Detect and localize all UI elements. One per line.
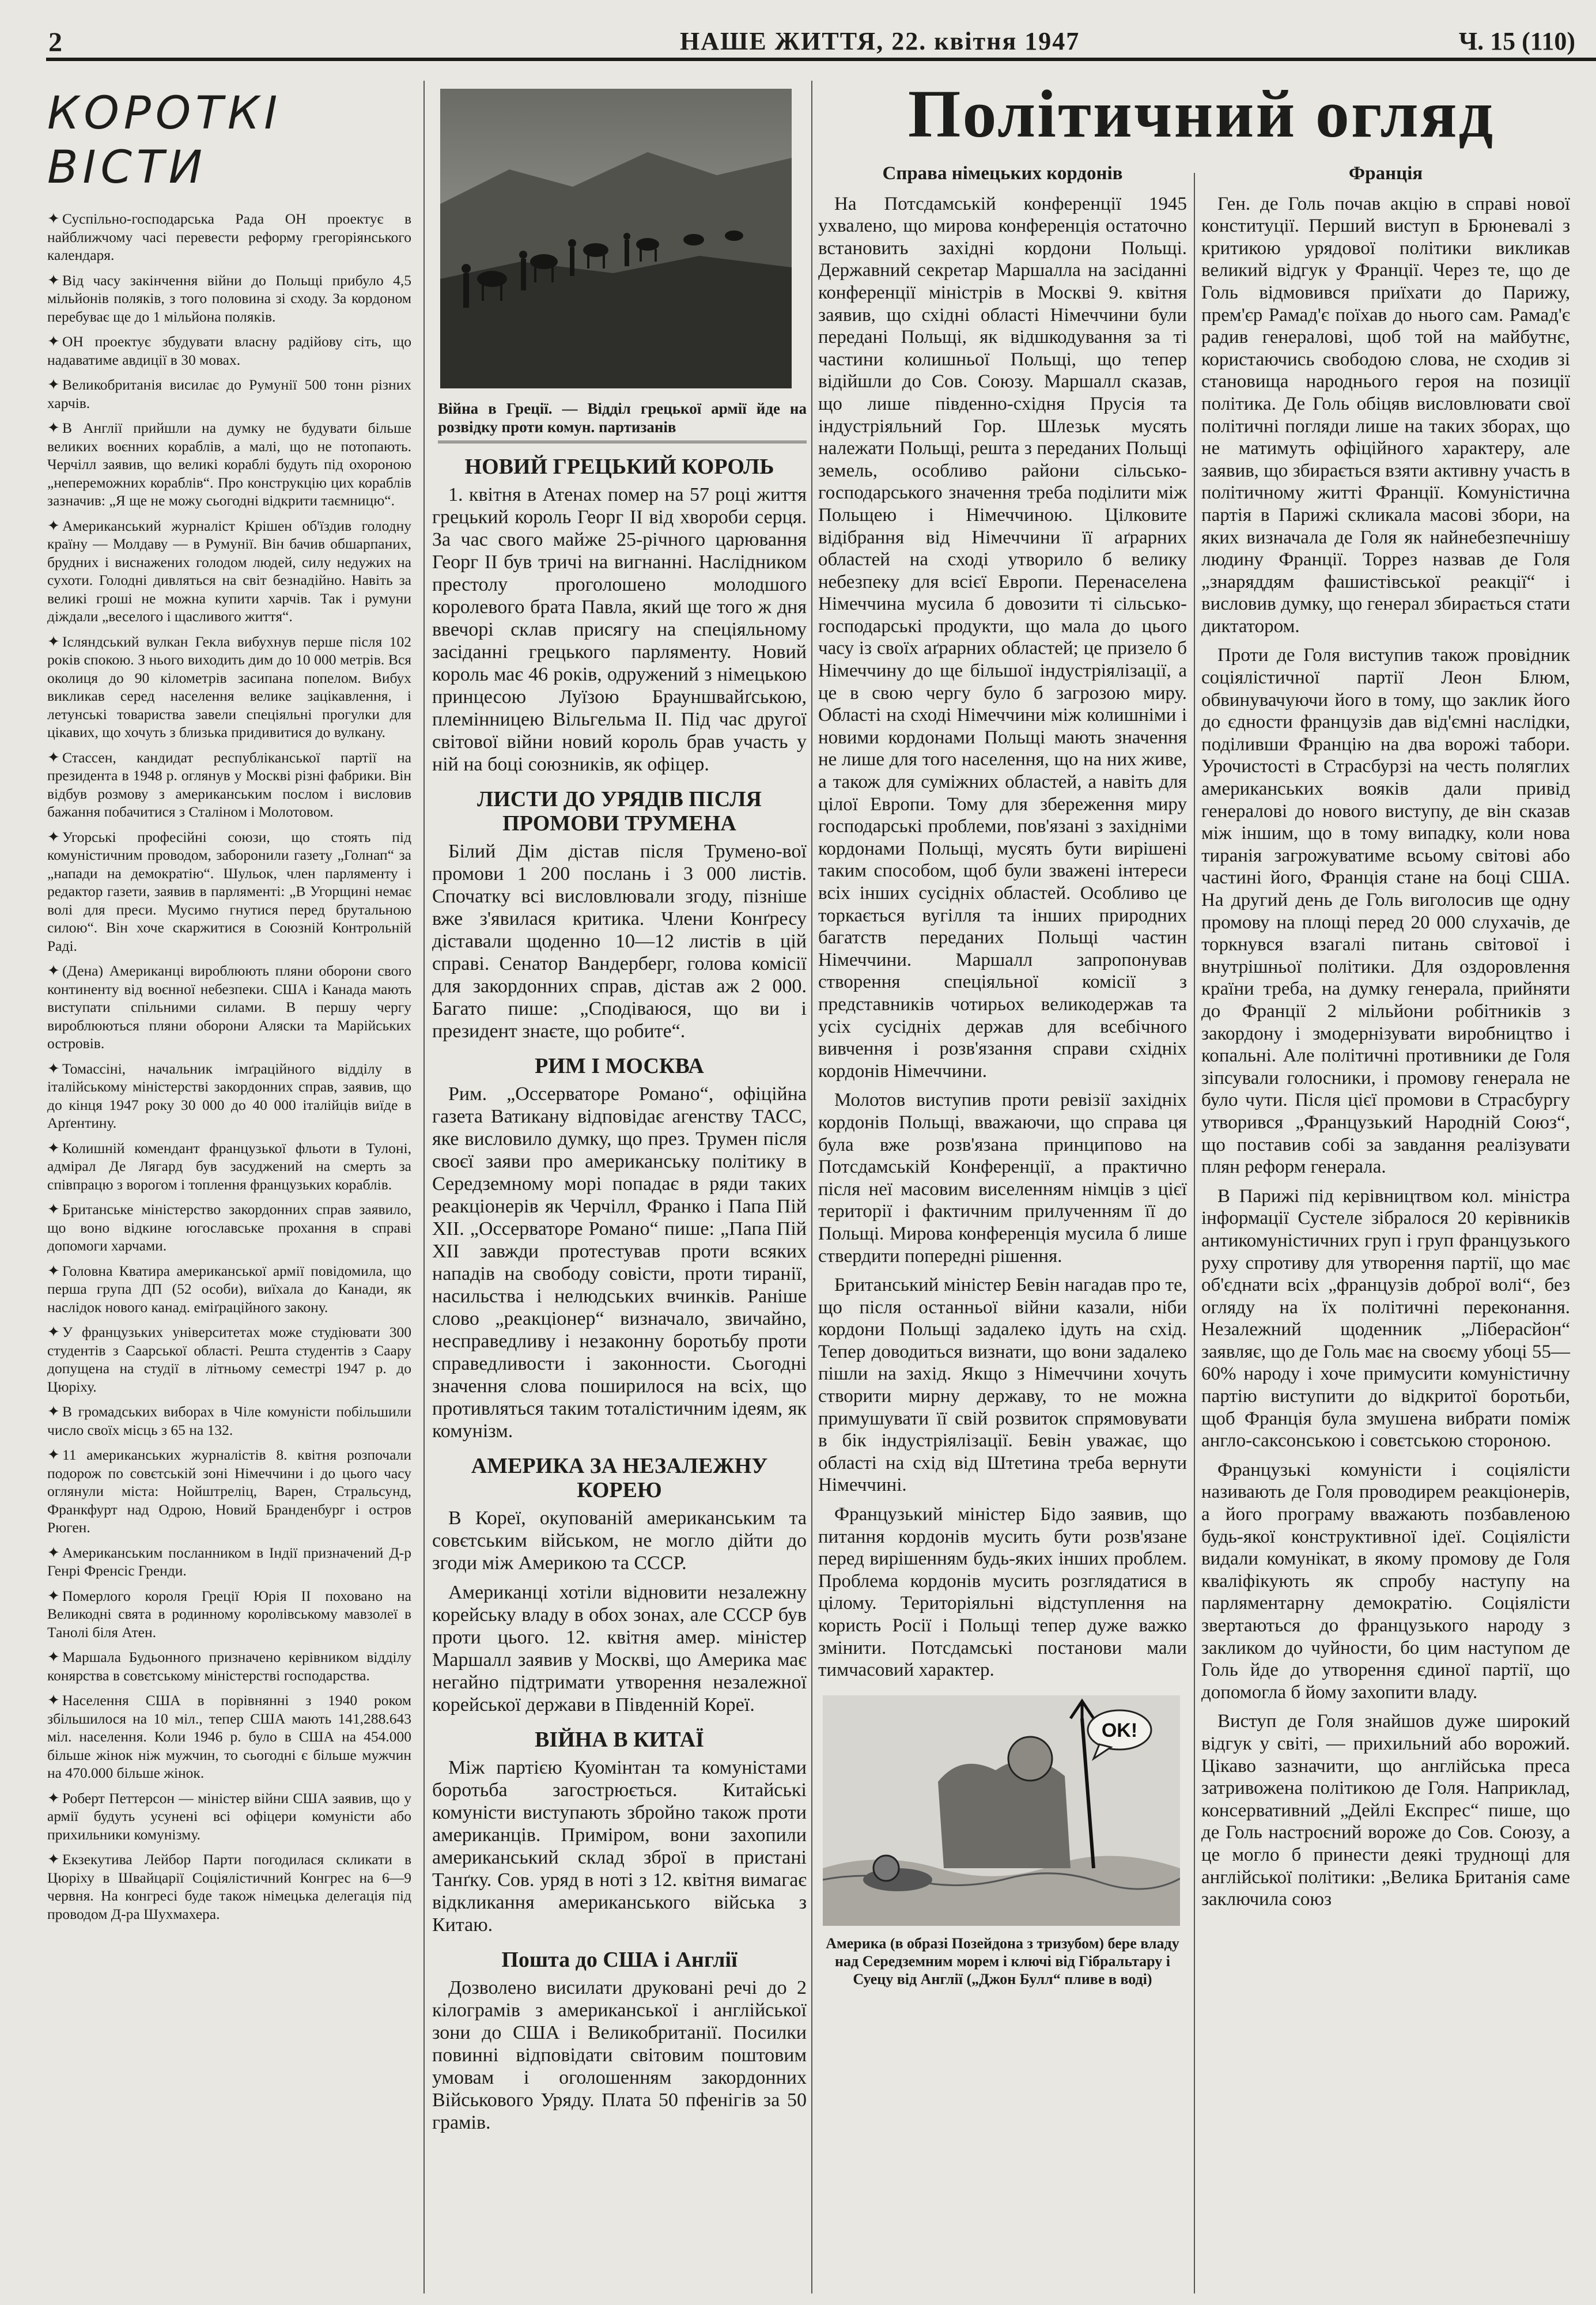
short-news-item [47, 633, 411, 742]
short-news-item [47, 1446, 411, 1537]
short-news-text: Маршала Будьонного призначено керівником відділу конярства в совєтському міністерстві господарства. [47, 1649, 411, 1684]
short-news-item [47, 1648, 411, 1684]
star-bullet-icon: ✦ [47, 1851, 60, 1868]
article-paragraph: Білий Дім дістав після Трумено-вої промови 1 200 послань і 3 000 листів. Спочатку всі висловлювали згоду, пізніше вже з'явилася критика. Члени Конґресу діставали щоденно 10—12 листів в цій справі. Сенатор Вандерберг, голова комісії для закордонних справ, дістав аж 2 000. Багато пише: „Сподіваюся, що ви і президент знаєте, що робите“. [432, 841, 807, 1042]
short-news-item [47, 749, 411, 821]
greek-soldiers-photo [440, 89, 792, 388]
german-borders-subtitle: Справа німецьких кордонів [882, 163, 1123, 184]
short-news-text: Роберт Петтерсон — міністер війни США заявив, що у армії будуть усунені всі офіцери комуністи або прихильники комунізму. [47, 1789, 411, 1843]
star-bullet-icon: ✦ [47, 749, 60, 766]
france-paragraph: Ген. де Голь почав акцію в справі нової конституції. Перший виступ в Брюневалі з критикою урядової політики викликав великий відгук у Франції. Через те, що де Голь відмовився приїхати до Парижу, прем'єр Рамад'є поїхав до нього сам. Рамад'є радив генералові, щоб той на майбутнє, користаючись свободою слова, не сходив зі становища народнього героя на позиції політика. Де Голь обіцяв висловлювати свої політичні погляди лише на таких зборах, що не матимуть офіційного характеру, але заявив, що збирається взяти активну участь в політичному житті Франції. Комуністична партія в Парижі скликала масові збори, на яких визначала де Голя як найнебезпечнішу людину Франції. Торрез назвав де Голя „знаряддям фашистівської реакції“ і висловив думку, що генерал збирається стати диктатором. [1201, 193, 1570, 637]
short-news-text: Американським посланником в Індії призначений Д-р Генрі Френсіс Гренди. [47, 1544, 411, 1579]
star-bullet-icon: ✦ [47, 1139, 60, 1157]
article-paragraph: Рим. „Оссерваторе Романо“, офіційна газета Ватикану відповідає агенству ТАСС, яке висловило думку, що през. Трумен після своєї заяви про американську політику в Середземному морі попадає в ряди таких реакціонерів як Черчілл, Франко і Папа Пій XII. „Оссерваторе Романо“ пише: „Папа Пій XII завжди протестував проти всяких нападів на свободу совісти, проти тиранії, насильства і нелюдських вчинків. Раніше слово „реакціонер“ визначало, звичайно, несправедливу і незаконну боротьбу проти справедливости і законности. Сьогодні значення слова поширилося на всіх, що противляться таким тоталістичним ідеям, як комунізм. [432, 1083, 807, 1442]
short-news-text: Померлого короля Греції Юрія II поховано на Великодні свята в родинному королівському мавзолеї в Танолі біля Атен. [47, 1587, 411, 1641]
short-news-text: Колишній комендант французької фльоти в Тулоні, адмірал Де Лягард був засуджений на смерть за співпрацю з ворогом і топлення французьких кораблів. [47, 1139, 411, 1193]
photo-caption: Війна в Греції. — Відділ грецької армії йде на розвідку проти комун. партизанів [438, 399, 807, 443]
star-bullet-icon: ✦ [47, 962, 60, 979]
short-news-item [47, 376, 411, 412]
column-divider [423, 81, 425, 2293]
star-bullet-icon: ✦ [47, 1403, 60, 1420]
short-news-item [47, 1262, 411, 1317]
short-news-text: Угорські професійні союзи, що стоять під комуністичним проводом, заборонили газету „Голнап“ за „напади на демократію“. Шульок, член парляменту і редактор газети, заявив в парляменті: „В Угорщині немає волі для преси. Мусимо гнутися перед брутальною силою“. Він хоче скаржитися в Союзній Контрольній Раді. [47, 828, 411, 954]
short-news-item [47, 1323, 411, 1396]
short-news-item [47, 1789, 411, 1844]
short-news-text: Головна Кватира американської армії повідомила, що перша група ДП (52 особи), виїхала до Канади, як наслідок нового канад. еміґраційного закону. [47, 1262, 411, 1316]
german-borders-text [818, 193, 1187, 1681]
short-news-item [47, 1691, 411, 1782]
article-paragraph: Американці хотіли відновити незалежну корейську владу в обох зонах, але СССР був проти цього. 12. квітня амер. міністер Маршалл заявив у Москві, що Америка має негайно підтримати утворення незалежної корейської держави в Південній Кореї. [432, 1582, 807, 1715]
short-news-text: 11 американських журналістів 8. квітня розпочали подорож по совєтській зоні Німеччини і до цього часу оглянули міста: Нойштреліц, Варен, Стральсунд, Франкфурт над Одрою, Новий Бранденбург і остров Рюген. [47, 1446, 411, 1536]
short-news-text: (Дена) Американці вироблюють пляни оборони свого континенту від воєнної небезпеки. США і Канада мають виступати спільними силами. В першу чергу вироблюються пляни оборони Аляски та Марійських островів. [47, 962, 411, 1052]
column-divider [811, 81, 812, 2293]
france-paragraph: Французькі комуністи і соціялісти називають де Голя проводирем реакціонерів, а його програму вважають позбавленою будь-якої конструктивної ідеї. Соціялісти видали комунікат, в якому промову де Голя кваліфікують як спробу наступу на парляментарну демократію. Соціялісти звертаються до французького народу з закликом до чуйности, бо цим наступом де Голь йде до утворення єдиної партії, що допомогла б йому захопити владу. [1201, 1459, 1570, 1703]
article-headline: ВІЙНА В КИТАЇ [535, 1728, 704, 1752]
german-borders-paragraph: Молотов виступив проти ревізії західніх кордонів Польщі, вважаючи, що справа ця була вже розв'язана принципово на Потсдамській Конференції, а практично після неї масовим виселенням німців з цієї території і фактичним прилученням її до Польщі. Мирова конференція мусила б лише ствердити попередні рішення. [818, 1090, 1187, 1267]
short-news-column [47, 69, 411, 1930]
france-paragraph: Проти де Голя виступив також провідник соціялістичної партії Леон Блюм, обвинувачуючи його в тому, що заклик його до єдности французів дав від'ємні наслідки, поділивши Францію на два ворожі табори. Урочистості в Страсбурзі на честь поляглих американських вояків дали привід генералові до нового виступу, де він сказав між іншим, що в тому випадку, коли нова тиранія загрожуватиме всьому світові або частині його, Франція стане на боці США. На другий день де Голь виголосив ще одну промову на площі перед 20 000 слухачів, де торкнувся взагалі питань світової і внутрішньої політики. Для оздоровлення країни треба, на думку генерала, прийняти до Франції 2 мільйони робітників з закордону і змодернізувати виробництво і копальні. Але політичні противники де Голя зіпсували голосники, і промову генерала не було чути. Після цієї промови в Страсбургу утворився „Французький Народній Союз“, що поставив собі за завдання реалізувати плян реформ генерала. [1201, 645, 1570, 1178]
political-review-title: Політичний огляд [907, 76, 1495, 152]
short-news-text: Томассіні, начальник імґраційного відділу в італійському міністерстві закордонних справ, заявив, що до кінця 1947 року 30 000 до 40 000 італійців виїде в Арґентину. [47, 1060, 411, 1131]
star-bullet-icon: ✦ [47, 333, 60, 350]
star-bullet-icon: ✦ [47, 1544, 60, 1561]
star-bullet-icon: ✦ [47, 1201, 60, 1218]
issue-number: Ч. 15 (110) [1458, 27, 1575, 55]
german-borders-column [818, 156, 1187, 1988]
short-news-item [47, 1544, 411, 1580]
star-bullet-icon: ✦ [47, 1649, 60, 1665]
short-news-text: В Англії прийшли на думку не будувати більше великих воєнних кораблів, а малі, що не потопають. Черчілл заявив, що великі кораблі будуть під охороною „непереможних кораблів“. Про конструкцію цих кораблів зазначив: „Я ще не можу сьогодні відкрити таємницю“. [47, 420, 411, 509]
short-news-item [47, 419, 411, 510]
star-bullet-icon: ✦ [47, 1446, 60, 1463]
star-bullet-icon: ✦ [47, 1789, 60, 1807]
short-news-item [47, 962, 411, 1053]
german-borders-paragraph: Французький міністер Бідо заявив, що питання кордонів мусить бути розв'язане перед вирішенням будь-яких інших проблем. Проблема кордонів мусить розглядатися в цілому. Територіяльні відступлення на користь Росії і Польщі тепер дуже важко змінити. Потсдамські постанови мали тимчасовий характер. [818, 1504, 1187, 1681]
short-news-text: Стассен, кандидат республіканської партії на президента в 1948 р. оглянув у Москві різні фабрики. Він відбув розмову з американським послом і висловив бажання побачитися з Сталіном і Молотовом. [47, 749, 411, 820]
short-news-item [47, 1139, 411, 1194]
short-news-text: Екзекутива Лейбор Парти погодилася скликати в Цюріху в Швайцарії Соціялістичний Конгрес на 6—9 червня. На конгресі буде також німецька делегація під проводом Д-ра Шухмахера. [47, 1851, 411, 1922]
short-news-item [47, 271, 411, 326]
star-bullet-icon: ✦ [47, 210, 60, 227]
col2-articles [432, 455, 807, 2134]
france-paragraph: Виступ де Голя знайшов дуже широкий відгук у світі, — прихильний або ворожий. Цікаво зазначити, що англійська преса затривожена політикою де Голя. Наприклад, консервативний „Дейлі Експрес“ пише, що де Голь настроєний вороже до Сов. Союзу, а це могло б принести деякі труднощі для англійської політики: „Велика Британія саме заключила союз [1201, 1711, 1570, 1910]
short-news-text: Суспільно-господарська Рада ОН проектує в найближчому часі перевести реформу грегоріянського календаря. [47, 210, 411, 263]
star-bullet-icon: ✦ [47, 828, 60, 845]
short-news-item [47, 828, 411, 955]
article-paragraph: 1. квітня в Атенах помер на 57 році життя грецький король Георг II від хвороби серця. За час свого майже 25-річного царювання Георг II був тричі на вигнанні. Наслідником престолу проголошено молодшого королевого брата Павла, який ще того ж дня ввечорі склав присягу на спеціяльному засіданні грецького парляменту. Новий король має 46 років, одружений з німецькою принцесою Луїзою Брауншвайґською, племінницею Вільгельма II. Під час другої світової війни новий король брав участь у ній на боці союзників, як офіцер. [432, 484, 807, 775]
france-subtitle: Франція [1348, 163, 1423, 184]
world-news-column [432, 69, 807, 2141]
short-news-text: В громадських виборах в Чіле комуністи побільшили число своїх місць з 65 на 132. [47, 1403, 411, 1438]
short-news-item [47, 517, 411, 626]
short-news-title: КОРОТКІ ВІСТИ [47, 88, 282, 194]
short-news-item [47, 1403, 411, 1439]
short-news-text: Американський журналіст Крішен об'їздив голодну країну — Молдаву — в Румунії. Він бачив обшарпаних, брудних і виснажених голодом людей, силу недужих на сухоти. Голодні дивляться на світ безнадійно. Навіть за великі гроші не можна купити харчів. Так і румуни діждали „веселого і щасливого життя“. [47, 517, 411, 625]
short-news-item [47, 210, 411, 264]
german-borders-paragraph: На Потсдамській конференції 1945 ухвалено, що мирова конференція остаточно встановить західні кордони Польщі. Державний секретар Маршалла на засіданні конференції міністрів в Москві 9. квітня заявив, що східні області Німеччини були передані Польщі, як відшкодування за ті частини колишньої Польщі, що тепер відійшли до Сов. Союзу. Маршалл сказав, що лише південно-східня Прусія та індустріяльний Гор. Шлезьк мусять належати Польщі, решта з переданих Польщі земель, особливо райони сільсько-господарського значення треба поділити між Польщею і Німеччиною. Цілковите відібрання від Німеччини її аґрарних областей на сході утворило б велику небезпеку для всієї Европи. Перенаселена Німеччина мусила б довозити ті сільсько-господарські продукти, що мала до цього часу із своїх аґрарних областей; це призело б Німеччину до ще більшої індустріялізації, а це в свою чергу було б загрозою миру. Області на сході Німеччини між колишніми і новими кордонами Польщі мають значення не лише для того населення, що на них живе, а також для суміжних областей, а навіть для цілої Европи. Тому для збереження миру господарські проблеми, пов'язані з західніми кордонами Польщі, мусять бути вирішені таким способом, щоб були зважені інтереси всіх інших сусідніх областей. Особливо це торкається вугілля та інших природних багатств переданих Польщі частин Німеччини. Маршалл запропонував створення спеціяльної комісії з представників чотирьох великодержав та усіх сусідніх держав для всебічного вивчення і розв'язання справи східніх кордонів Німеччини. [818, 193, 1187, 1082]
short-news-item [47, 332, 411, 369]
star-bullet-icon: ✦ [47, 1324, 60, 1340]
short-news-list [47, 210, 411, 1923]
short-news-text: Ісляндський вулкан Гекла вибухнув перше після 102 років спокою. З нього виходить дим до 10 000 метрів. Вся околиця до 90 кілометрів засипана попелом. Вибух викликав серед населення велике зацікавлення, і летунські товариства завели спеціяльні прогулки для цікавих, що хочуть з близька придивитися до вулкану. [47, 633, 411, 740]
page-header [46, 22, 1596, 56]
france-text [1201, 193, 1570, 1911]
short-news-text: Від часу закінчення війни до Польщі прибуло 4,5 мільйонів поляків, з того половина зі сходу. За кордоном перебуває ще до 1 мільйона поляків. [47, 271, 411, 325]
star-bullet-icon: ✦ [47, 1587, 60, 1604]
star-bullet-icon: ✦ [47, 376, 60, 393]
article-headline: ЛИСТИ ДО УРЯДІВ ПІСЛЯ ПРОМОВИ ТРУМЕНА [477, 787, 762, 836]
short-news-item [47, 1200, 411, 1255]
france-paragraph: В Парижі під керівництвом кол. міністра інформації Сустеле зібралося 20 керівників антикомуністичних груп і груп французького руху спротиву для утворення партії, що має об'єднати всіх „французів доброї волі“, без огляду на їх політичні переконання. Незалежний щоденник „Ліберасйон“ заявляє, що де Голь має на своєму убоці 55—60% народу і хоче примусити комуністичну партію виступити до відкритої боротьби, щоб Франція була змушена вибрати поміж англо-саксонською і совєтською стороною. [1201, 1185, 1570, 1452]
short-news-text: Британське міністерство закордонних справ заявило, що воно відкине югославське прохання в справі допомоги харчами. [47, 1201, 411, 1254]
column-divider [1194, 173, 1195, 2293]
short-news-text: Населення США в порівнянні з 1940 роком збільшилося на 10 міл., тепер США мають 141,288.643 міл. населення. Коли 1946 р. було в США на 454.000 більше жінок ніж мужчин, то сьогодні є більше мужчин на 470.000 більше жінок. [47, 1692, 411, 1781]
article-headline: Пошта до США і Англії [501, 1948, 738, 1972]
star-bullet-icon: ✦ [47, 1262, 60, 1279]
short-news-text: Великобританія висилає до Румунії 500 тонн різних харчів. [47, 376, 411, 411]
german-borders-paragraph: Британський міністер Бевін нагадав про те, що після останньої війни казали, ніби кордони Польщі задалеко ідуть на схід. Тепер доводиться визнати, що вони задалеко пішли на захід. Якщо з Німеччини хочуть створити мирну державу, то не можна примушувати її свій розвиток спрямовувати в бік індустріялізації. Бевін уважає, що області на схід від Штетина треба вернути Німеччині. [818, 1275, 1187, 1496]
article-paragraph: Між партією Куомінтан та комуністами боротьба загострюється. Китайські комуністи виступають збройно також проти американців. Приміром, вони захопили американський склад зброї в пристані Танґку. Сов. уряд в ноті з 12. квітня вимагає відкликання американського війська з Китаю. [432, 1757, 807, 1936]
page-number: 2 [48, 27, 62, 58]
star-bullet-icon: ✦ [47, 633, 60, 650]
short-news-item [47, 1850, 411, 1923]
star-bullet-icon: ✦ [47, 517, 60, 534]
short-news-item [47, 1060, 411, 1132]
short-news-text: У французьких університетах може студіювати 300 студентів з Саарської області. Решта студентів з Саару допущена на студії в літньому семестрі 1947 р. до Цюріху. [47, 1324, 411, 1395]
cartoon-bubble: OK! [1101, 1719, 1138, 1741]
article-paragraph: Дозволено висилати друковані речі до 2 кілограмів з американської і англійської зони до США і Великобританії. Посилки повинні відповідати світовим поштовим умовам і оголошенням закордонних Військового Уряду. Плата 50 пфенігів за 50 грамів. [432, 1977, 807, 2133]
poseidon-cartoon [823, 1695, 1180, 1926]
paper-title: НАШЕ ЖИТТЯ, 22. квітня 1947 [680, 27, 1080, 55]
star-bullet-icon: ✦ [47, 420, 60, 436]
article-headline: НОВИЙ ГРЕЦЬКИЙ КОРОЛЬ [464, 455, 774, 479]
header-rule [46, 58, 1596, 61]
star-bullet-icon: ✦ [47, 271, 60, 289]
short-news-text: ОН проектує збудувати власну радійову сіть, що надаватиме авдиції в 30 мовах. [47, 333, 411, 368]
article-headline: РИМ І МОСКВА [535, 1054, 704, 1078]
article-headline: АМЕРИКА ЗА НЕЗАЛЕЖНУ КОРЕЮ [471, 1454, 768, 1502]
france-column [1201, 156, 1570, 1918]
cartoon-caption: Америка (в образі Позейдона з тризубом) бере владу над Середземним морем і ключі від Гібральтару і Суецу від Англії („Джон Булл“ пливе в воді) [826, 1935, 1179, 1988]
star-bullet-icon: ✦ [47, 1692, 60, 1709]
star-bullet-icon: ✦ [47, 1060, 60, 1077]
short-news-item [47, 1587, 411, 1642]
article-paragraph: В Кореї, окупованій американським та совєтським військом, не могло дійти до згоди між Америкою та СССР. [432, 1507, 807, 1574]
